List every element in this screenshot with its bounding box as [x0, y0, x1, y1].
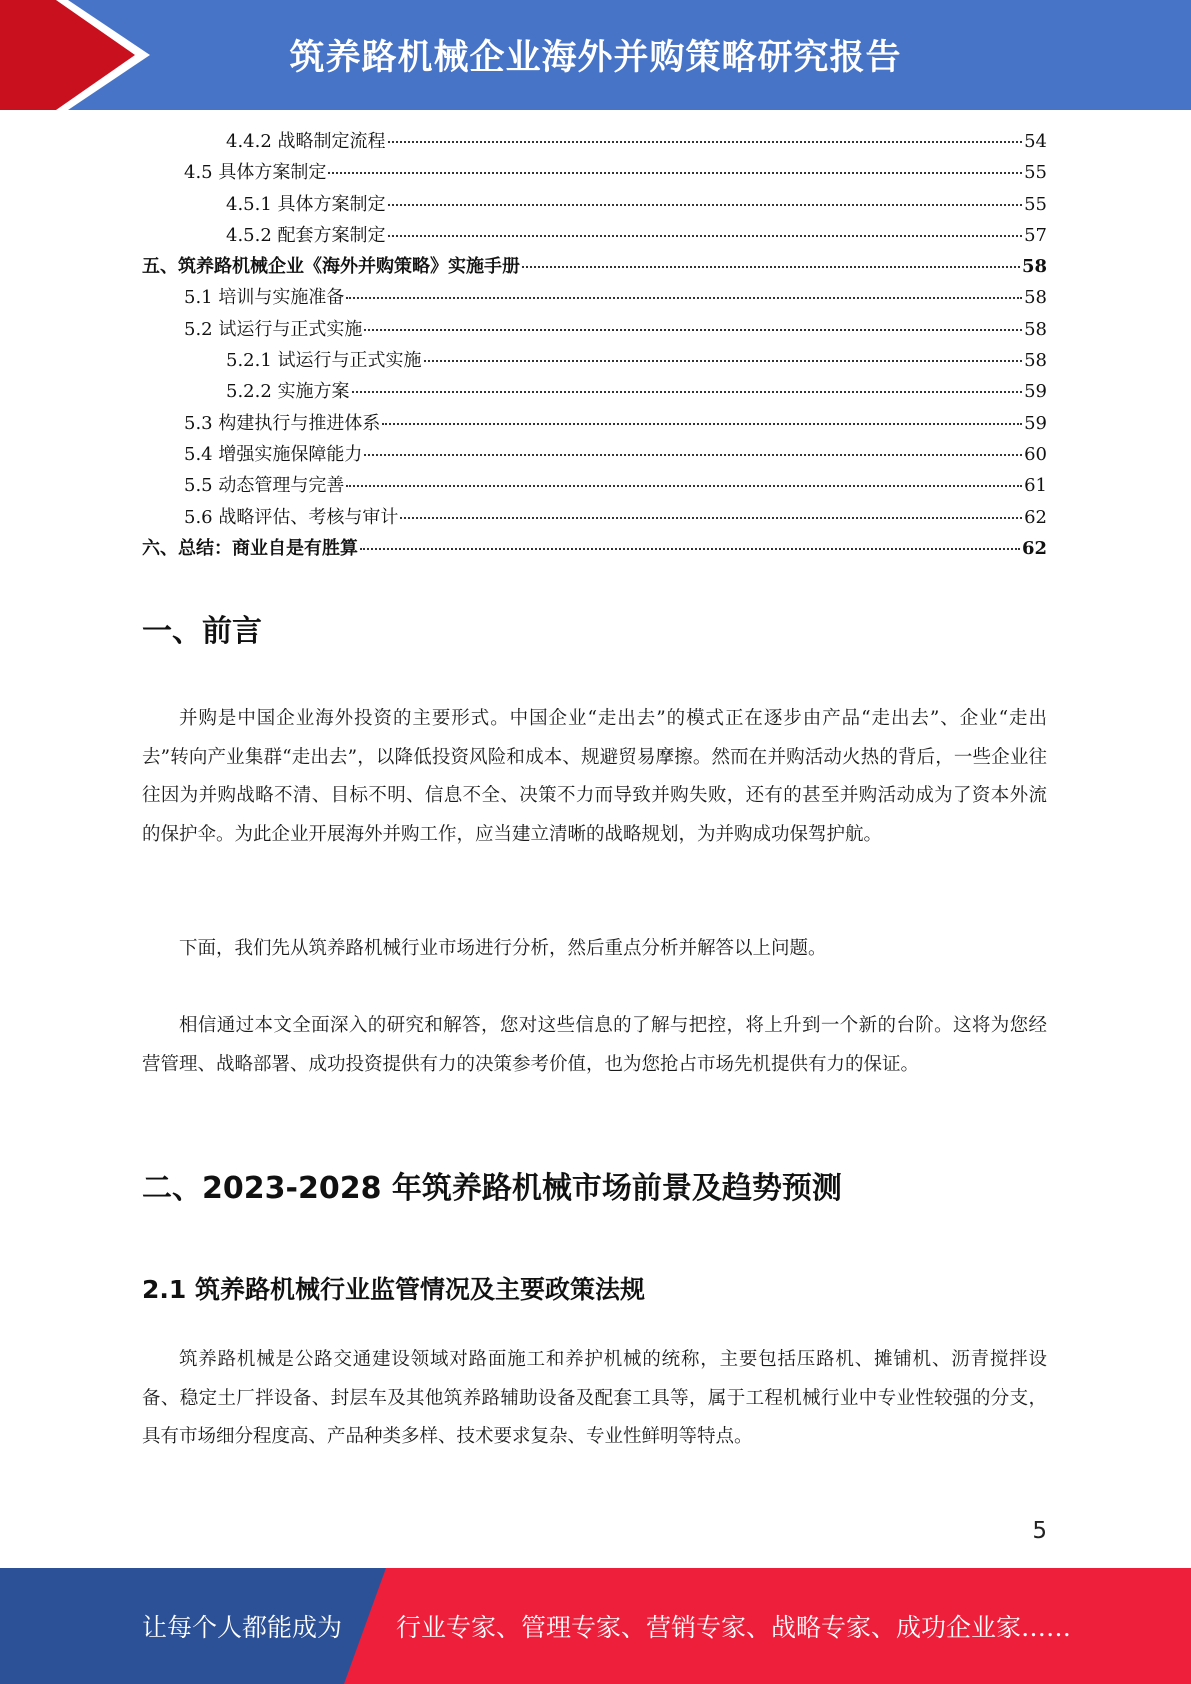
toc-leader-dots [346, 485, 1022, 487]
toc-leader-dots [360, 548, 1020, 550]
preface-paragraph-3: 相信通过本文全面深入的研究和解答，您对这些信息的了解与把控，将上升到一个新的台阶。这将为您经营管理、战略部署、成功投资提供有力的决策参考价值，也为您抢占市场先机提供有力的保证。 [142, 1015, 1047, 1075]
toc-entry-label: 5.3 构建执行与推进体系 [184, 412, 381, 434]
toc-leader-dots [364, 329, 1022, 331]
toc-leader-dots [364, 454, 1022, 456]
toc-leader-dots [522, 266, 1020, 268]
toc-entry-label: 4.4.2 战略制定流程 [226, 131, 386, 152]
toc-entry-page: 61 [1024, 475, 1047, 497]
toc-entry-label: 4.5.2 配套方案制定 [226, 224, 386, 246]
toc-entry[interactable] [142, 221, 1047, 252]
section-2-1-heading: 2.1 筑养路机械行业监管情况及主要政策法规 [142, 1275, 645, 1304]
toc-entry-label: 5.2 试运行与正式实施 [184, 318, 363, 340]
toc-entry-page: 54 [1024, 131, 1047, 152]
chevron-arrow-icon [0, 0, 150, 110]
toc-entry[interactable] [142, 471, 1047, 502]
toc-entry[interactable] [142, 315, 1047, 346]
chapter-2-heading: 二、2023-2028 年筑养路机械市场前景及趋势预测 [142, 1171, 842, 1206]
toc-leader-dots [382, 423, 1022, 425]
footer-slogan-right: 行业专家、管理专家、营销专家、战略专家、成功企业家…… [396, 1613, 1072, 1642]
toc-entry[interactable] [142, 503, 1047, 534]
toc-entry-page: 58 [1024, 318, 1047, 340]
toc-leader-dots [424, 360, 1023, 362]
toc-entry-label: 5.2.2 实施方案 [226, 381, 350, 403]
toc-entry-page: 60 [1024, 443, 1047, 465]
toc-entry[interactable] [142, 283, 1047, 314]
header-title: 筑养路机械企业海外并购策略研究报告 [289, 38, 902, 78]
toc-entry[interactable] [142, 440, 1047, 471]
toc-entry-label: 4.5.1 具体方案制定 [226, 193, 386, 215]
page-footer [0, 1568, 1191, 1684]
toc-entry-page: 59 [1024, 381, 1047, 403]
toc-entry-label: 5.5 动态管理与完善 [184, 475, 345, 497]
toc-entry-page: 62 [1021, 537, 1047, 559]
preface-heading: 一、前言 [142, 614, 262, 649]
toc-entry-label: 5.4 增强实施保障能力 [184, 443, 363, 465]
page-number: 5 [1032, 1518, 1047, 1544]
page-header [0, 0, 1191, 110]
toc-entry-page: 58 [1021, 256, 1047, 278]
toc-entry[interactable] [142, 190, 1047, 221]
toc-entry-label: 4.5 具体方案制定 [184, 162, 327, 184]
toc-entry-page: 62 [1024, 506, 1047, 528]
toc-leader-dots [388, 204, 1023, 206]
toc-entry[interactable] [142, 158, 1047, 189]
toc-entry-page: 55 [1024, 193, 1047, 215]
toc-entry-page: 59 [1024, 412, 1047, 434]
preface-paragraph-2: 下面，我们先从筑养路机械行业市场进行分析，然后重点分析并解答以上问题。 [179, 938, 827, 959]
toc-entry-page: 58 [1024, 287, 1047, 309]
section-2-1-paragraph: 筑养路机械是公路交通建设领域对路面施工和养护机械的统称，主要包括压路机、摊铺机、沥青搅拌设备、稳定土厂拌设备、封层车及其他筑养路辅助设备及配套工具等，属于工程机械行业中专业性较强的分支，具有市场细分程度高、产品种类多样、技术要求复杂、专业性鲜明等特点。 [142, 1349, 1047, 1447]
toc-leader-dots [388, 235, 1023, 237]
toc-entry[interactable] [142, 346, 1047, 377]
toc-leader-dots [388, 141, 1023, 143]
footer-slogan-left: 让每个人都能成为 [142, 1613, 343, 1642]
toc-leader-dots [328, 172, 1022, 174]
toc-entry-label: 5.1 培训与实施准备 [184, 287, 345, 309]
toc-entry-label: 六、总结：商业自是有胜算 [142, 537, 358, 559]
toc-leader-dots [346, 297, 1022, 299]
toc-entry[interactable] [142, 534, 1047, 565]
toc-entry[interactable] [142, 252, 1047, 283]
preface-paragraph-1: 并购是中国企业海外投资的主要形式。中国企业“走出去”的模式正在逐步由产品“走出去”、企业“走出去”转向产业集群“走出去”，以降低投资风险和成本、规避贸易摩擦。然而在并购活动火热的背后，一些企业往往因为并购战略不清、目标不明、信息不全、决策不力而导致并购失败，还有的甚至并购活动成为了资本外流的保护伞。为此企业开展海外并购工作，应当建立清晰的战略规划，为并购成功保驾护航。 [142, 708, 1047, 845]
toc-entry-label: 五、筑养路机械企业《海外并购策略》实施手册 [142, 256, 520, 278]
table-of-contents [142, 127, 1047, 565]
toc-entry-label: 5.2.1 试运行与正式实施 [226, 350, 422, 372]
toc-entry-page: 55 [1024, 162, 1047, 184]
toc-entry-page: 57 [1024, 224, 1047, 246]
toc-leader-dots [352, 391, 1023, 393]
toc-entry-page: 58 [1024, 350, 1047, 372]
toc-entry[interactable] [142, 377, 1047, 408]
toc-leader-dots [400, 517, 1022, 519]
toc-entry[interactable] [142, 409, 1047, 440]
toc-entry[interactable] [142, 127, 1047, 158]
toc-entry-label: 5.6 战略评估、考核与审计 [184, 506, 399, 528]
